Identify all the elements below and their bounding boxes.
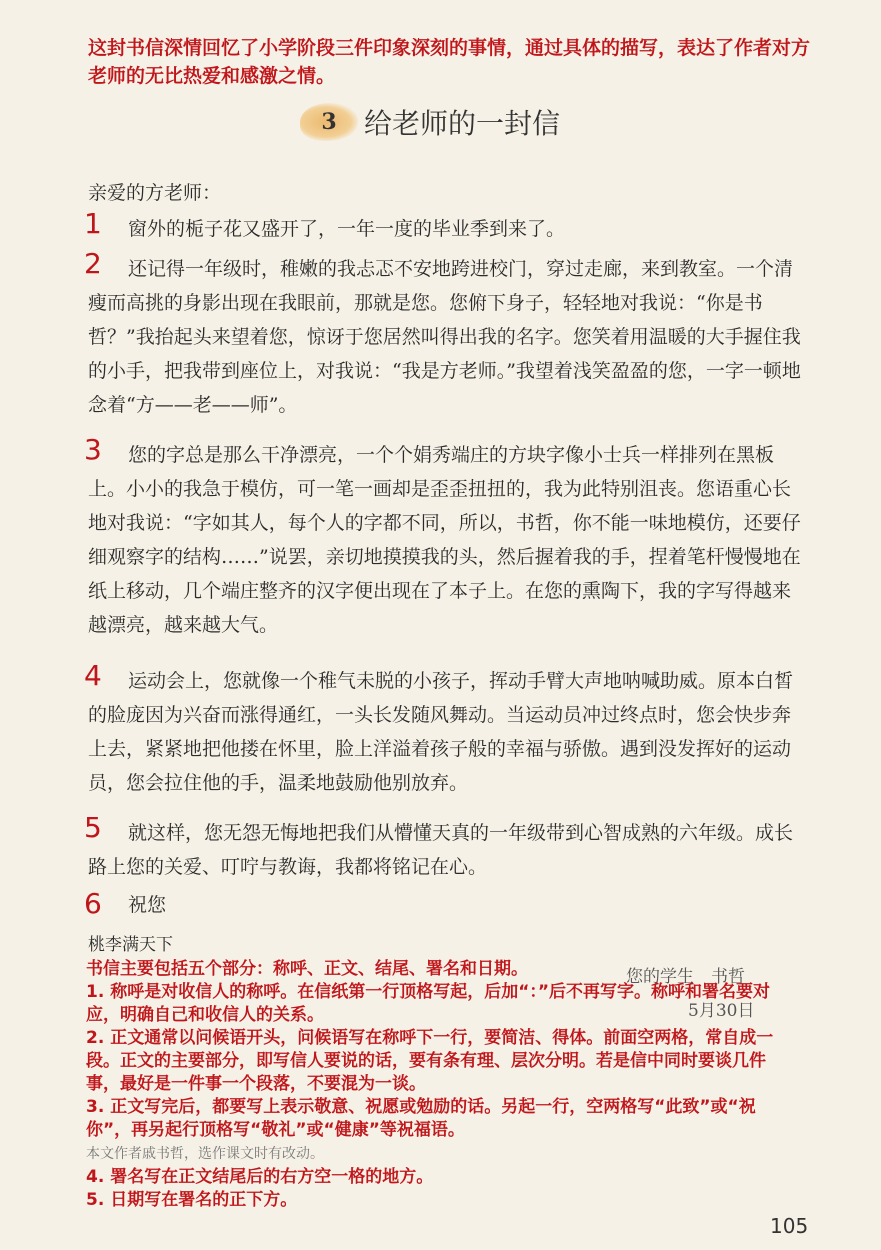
page-number: 105 xyxy=(770,1214,809,1238)
closing-wish: 桃李满天下 xyxy=(88,935,173,955)
paragraph-number-6: 6 xyxy=(84,887,102,920)
note-3: 3. 正文写完后，都要写上表示敬意、祝愿或勉励的话。另起一行，空两格写“此致”或“祝你”，再另起行顶格写“敬礼”或“健康”等祝福语。 xyxy=(86,1097,756,1140)
paragraph-1: 窗外的栀子花又盛开了，一年一度的毕业季到来了。 xyxy=(128,218,566,240)
paragraph-5: 就这样，您无怨无悔地把我们从懵懂天真的一年级带到心智成熟的六年级。成长路上您的关爱、叮咛与教诲，我都将铭记在心。 xyxy=(88,822,794,878)
lesson-number-badge: 3 xyxy=(300,103,358,141)
signature: 您的学生 书哲 xyxy=(626,967,745,987)
paragraph-number-5: 5 xyxy=(84,811,102,844)
note-1: 1. 称呼是对收信人的称呼。在信纸第一行顶格写起，后加“：”后不再写字。称呼和署名要对应，明确自己和收信人的关系。 xyxy=(86,982,771,1025)
paragraph-number-2: 2 xyxy=(84,247,102,280)
notes-heading: 书信主要包括五个部分：称呼、正文、结尾、署名和日期。 xyxy=(86,959,528,979)
intro-annotation: 这封书信深情回忆了小学阶段三件印象深刻的事情，通过具体的描写，表达了作者对方老师的无比热爱和感激之情。 xyxy=(88,37,811,87)
letter-date: 5月30日 xyxy=(688,1001,755,1021)
source-footnote: 本文作者戚书哲，选作课文时有改动。 xyxy=(86,1146,324,1162)
paragraph-number-3: 3 xyxy=(84,433,102,466)
lesson-title-text: 给老师的一封信 xyxy=(364,107,561,140)
note-4: 4. 署名写在正文结尾后的右方空一格的地方。 xyxy=(86,1167,434,1187)
paragraph-3: 您的字总是那么干净漂亮，一个个娟秀端庄的方块字像小士兵一样排列在黑板上。小小的我急于模仿，可一笔一画却是歪歪扭扭的，我为此特别沮丧。您语重心长地对我说：“字如其人，每个人的字都不同，所以，书哲，你不能一味地模仿，还要仔细观察字的结构……”说罢，亲切地摸摸我的头，然后握着我的手，捏着笔杆慢慢地在纸上移动，几个端庄整齐的汉字便出现在了本子上。在您的熏陶下，我的字写得越来越漂亮，越来越大气。 xyxy=(88,444,801,636)
letter-format-notes xyxy=(86,958,776,1212)
paragraph-6: 祝您 xyxy=(128,894,167,916)
paragraph-number-4: 4 xyxy=(84,659,102,692)
lesson-title xyxy=(300,98,560,146)
note-2: 2. 正文通常以问候语开头，问候语写在称呼下一行，要简洁、得体。前面空两格，常自成一段。正文的主要部分，即写信人要说的话，要有条有理、层次分明。若是信中同时要谈几件事，最好是一件事一个段落，不要混为一谈。 xyxy=(86,1028,774,1094)
paragraph-2: 还记得一年级时，稚嫩的我忐忑不安地跨进校门，穿过走廊，来到教室。一个清瘦而高挑的身影出现在我眼前，那就是您。您俯下身子，轻轻地对我说：“你是书哲？”我抬起头来望着您，惊讶于您居然叫得出我的名字。您笑着用温暖的大手握住我的小手，把我带到座位上，对我说：“我是方老师。”我望着浅笑盈盈的您，一字一顿地念着“方——老——师”。 xyxy=(88,258,801,416)
paragraph-4: 运动会上，您就像一个稚气未脱的小孩子，挥动手臂大声地呐喊助威。原本白皙的脸庞因为兴奋而涨得通红，一头长发随风舞动。当运动员冲过终点时，您会快步奔上去，紧紧地把他搂在怀里，脸上洋溢着孩子般的幸福与骄傲。遇到没发挥好的运动员，您会拉住他的手，温柔地鼓励他别放弃。 xyxy=(88,670,794,794)
salutation: 亲爱的方老师： xyxy=(88,182,222,204)
paragraph-number-1: 1 xyxy=(84,207,102,240)
note-5: 5. 日期写在署名的正下方。 xyxy=(86,1190,298,1210)
